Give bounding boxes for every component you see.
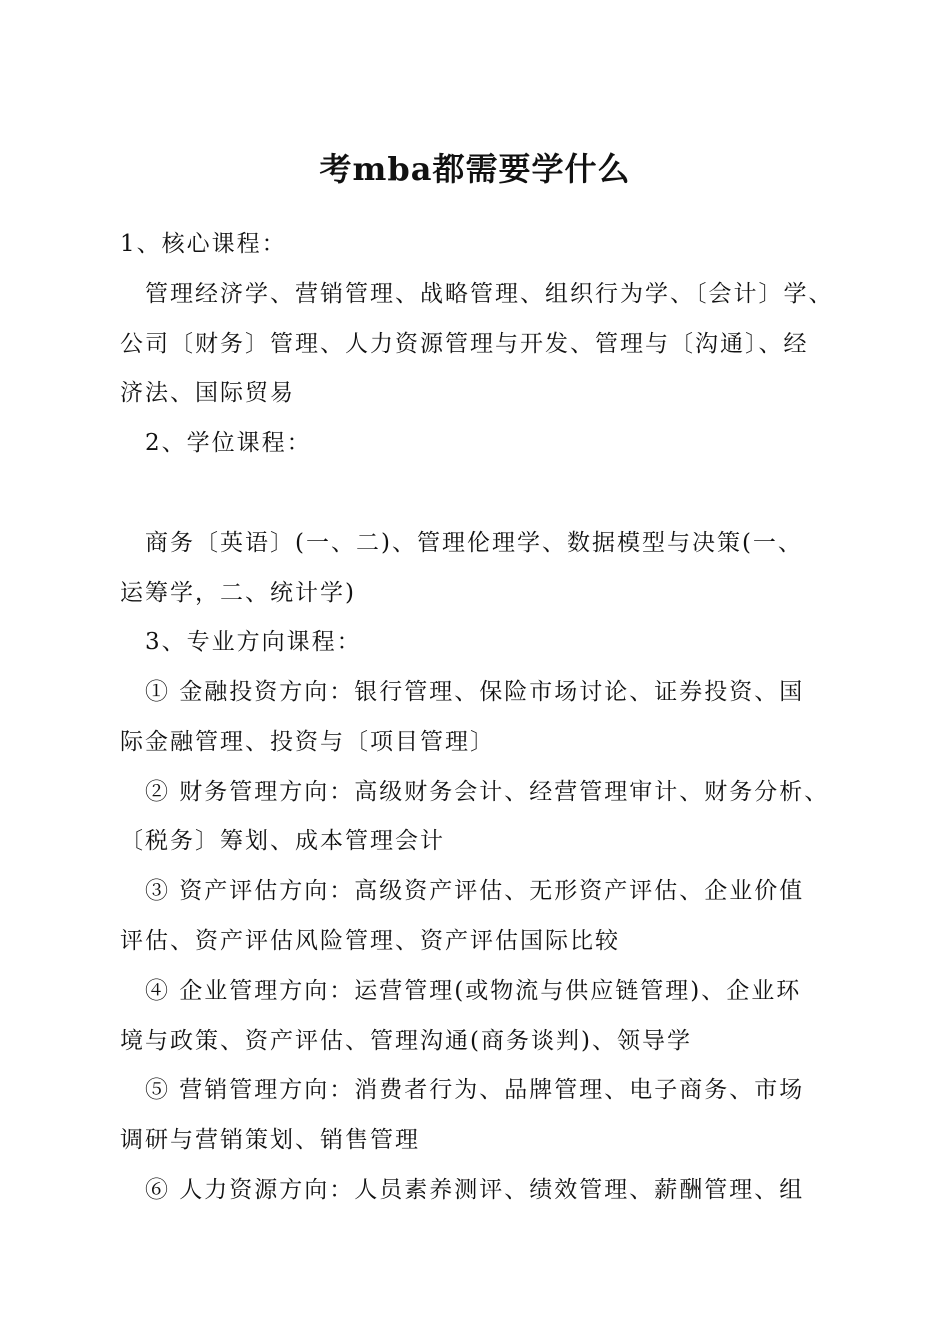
list-item-marketing-mgmt: ⑤ 营销管理方向：消费者行为、品牌管理、电子商务、市场 bbox=[145, 1077, 805, 1103]
list-item-enterprise-mgmt: ④ 企业管理方向：运营管理(或物流与供应链管理)、企业环 bbox=[145, 978, 802, 1004]
paragraph-line: 济法、国际贸易 bbox=[120, 380, 295, 406]
list-item-asset-valuation-cont: 评估、资产评估风险管理、资产评估国际比较 bbox=[120, 928, 620, 954]
list-item-human-resources: ⑥ 人力资源方向：人员素养测评、绩效管理、薪酬管理、组 bbox=[145, 1177, 805, 1203]
list-item-enterprise-mgmt-cont: 境与政策、资产评估、管理沟通(商务谈判)、领导学 bbox=[120, 1028, 692, 1054]
section-heading-degree: 2、学位课程： bbox=[145, 430, 312, 456]
list-item-marketing-mgmt-cont: 调研与营销策划、销售管理 bbox=[120, 1127, 420, 1153]
list-item-financial-mgmt: ② 财务管理方向：高级财务会计、经营管理审计、财务分析、 bbox=[145, 779, 830, 805]
paragraph-line: 运筹学，二、统计学) bbox=[120, 580, 356, 606]
document-title: 考mba都需要学什么 bbox=[319, 150, 631, 188]
section-heading-core: 1、核心课程： bbox=[120, 231, 287, 257]
paragraph-line: 公司〔财务〕管理、人力资源管理与开发、管理与〔沟通〕、经 bbox=[120, 331, 809, 357]
section-heading-major: 3、专业方向课程： bbox=[145, 629, 362, 655]
paragraph-line: 管理经济学、营销管理、战略管理、组织行为学、〔会计〕学、 bbox=[145, 281, 834, 307]
list-item-financial-mgmt-cont: 〔税务〕筹划、成本管理会计 bbox=[120, 828, 445, 854]
list-item-finance-cont: 际金融管理、投资与〔项目管理〕 bbox=[120, 729, 495, 755]
list-item-asset-valuation: ③ 资产评估方向：高级资产评估、无形资产评估、企业价值 bbox=[145, 878, 805, 904]
paragraph-line: 商务〔英语〕(一、二)、管理伦理学、数据模型与决策(一、 bbox=[145, 530, 803, 556]
list-item-finance: ① 金融投资方向：银行管理、保险市场讨论、证券投资、国 bbox=[145, 679, 805, 705]
